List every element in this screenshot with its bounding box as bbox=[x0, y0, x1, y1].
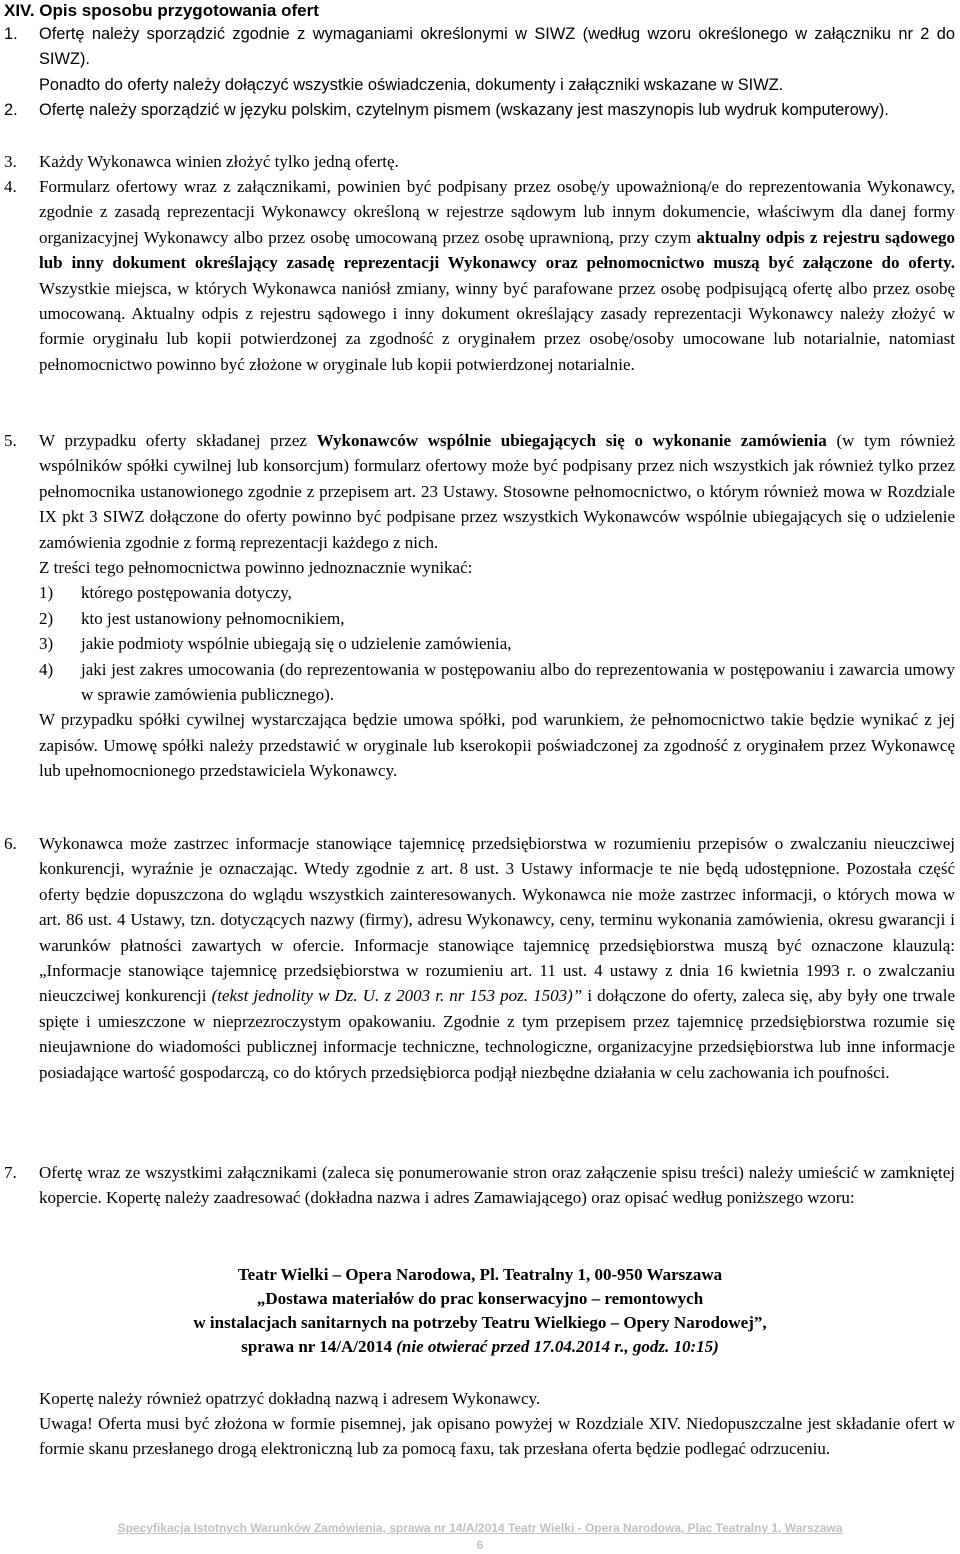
item-text: Wykonawca może zastrzec informacje stanowiące tajemnicę przedsiębiorstwa w rozumieniu przepisów o zwalczaniu nieuczciwej konkurencji, wyraźnie je oznaczając. Wtedy zgodnie z art. 8 ust. 3 Ustawy informacje te nie będą udostępnione. Pozostała część oferty będzie dopuszczona do wglądu wszystkich zainteresowanych. Wykonawca nie może zastrzec informacji, o których mowa w art. 86 ust. 4 Ustawy, tzn. dotyczących nazwy (firmy), adresu Wykonawcy, ceny, terminu wykonania zamówienia, okresu gwarancji i warunków płatności zawartych w ofercie. Informacje stanowiące tajemnicę przedsiębiorstwa muszą być oznaczone klauzulą: „Informacje stanowiące tajemnicę przedsiębiorstwa w rozumieniu art. 11 ust. 4 ustawy z dnia 16 kwietnia 1993 r. o zwalczaniu nieuczciwej konkurencji bbox=[39, 834, 955, 1006]
envelope-line: Teatr Wielki – Opera Narodowa, Pl. Teatralny 1, 00-950 Warszawa bbox=[237, 1265, 723, 1284]
item-text: Wszystkie miejsca, w których Wykonawca naniósł zmiany, winny być parafowane przez osobę podpisującą ofertę albo przez osobę umocowaną. Aktualny odpis z rejestru sądowego i inny dokument określający zasady reprezentacji Wykonawcy należy złożyć w formie oryginału lub kopii potwierdzonej za zgodność z oryginałem przez osobę/osoby umocowane lub notarialnie, natomiast pełnomocnictwo powinno być złożone w oryginale lub kopii potwierdzonej notarialnie. bbox=[39, 278, 955, 374]
item-text-bold: Wykonawców wspólnie ubiegających się o wykonanie zamówienia bbox=[316, 431, 827, 450]
item-4 bbox=[4, 174, 955, 377]
list-item: 1) którego postępowania dotyczy, bbox=[39, 583, 292, 603]
item-text: Formularz ofertowy wraz z załącznikami, powinien być podpisany przez osobę/y upoważnioną/e do reprezentowania Wykonawcy, zgodnie z zasadą reprezentacji Wykonawcy określoną w rejestrze sądowym lub innym dokumencie, właściwym dla danej formy organizacyjnej Wykonawcy albo przez osobę umocowaną przez osobę uprawnioną, przy czym bbox=[39, 177, 955, 247]
item-number: 1. bbox=[4, 25, 18, 43]
list-item: 2) kto jest ustanowiony pełnomocnikiem, bbox=[39, 608, 345, 628]
note-address: Kopertę należy również opatrzyć dokładną nazwą i adresem Wykonawcy. bbox=[39, 1389, 541, 1408]
item-number: 3. bbox=[4, 152, 17, 171]
item-text: Ofertę wraz ze wszystkimi załącznikami (zaleca się ponumerowanie stron oraz załączenie spisu treści) należy umieścić w zamkniętej kopercie. Kopertę należy zaadresować (dokładna nazwa i adres Zamawiającego) oraz opisać według poniższego wzoru: bbox=[39, 1163, 955, 1208]
item-text-italic: (tekst jednolity w Dz. U. z 2003 r. nr 153 poz. 1503)” bbox=[211, 986, 583, 1006]
item-2 bbox=[4, 98, 955, 123]
item-text-bold: aktualny odpis z rejestru sądowego lub inny dokument określający zasadę reprezentacji Wykonawcy oraz pełnomocnictwo muszą być załączone do oferty. bbox=[39, 227, 955, 273]
item-5 bbox=[4, 428, 955, 784]
sublist bbox=[39, 580, 955, 707]
note-warning: Uwaga! Oferta musi być złożona w formie pisemnej, jak opisano powyżej w Rozdziale XIV. Niedopuszczalne jest składanie ofert w formie skanu przesłanego drogą elektroniczną lub za pomocą faxu, tak przesłana oferta będzie podlegać odrzuceniu. bbox=[39, 1414, 955, 1459]
item-text: Ofertę należy sporządzić w języku polskim, czytelnym pismem (wskazany jest maszynopis lub wydruk komputerowy). bbox=[39, 101, 889, 119]
envelope-deadline: (nie otwierać przed 17.04.2014 r., godz. 10:15) bbox=[396, 1337, 719, 1356]
envelope-line: w instalacjach sanitarnych na potrzeby Teatru Wielkiego – Opery Narodowej”, bbox=[193, 1313, 767, 1332]
item-number: 5. bbox=[4, 431, 17, 450]
item-number: 2. bbox=[4, 101, 18, 119]
item-number: 6. bbox=[4, 834, 17, 853]
item-1 bbox=[4, 22, 955, 98]
item-text: Ofertę należy sporządzić zgodnie z wymaganiami określonymi w SIWZ (według wzoru określonego w załączniku nr 2 do SIWZ). bbox=[39, 25, 955, 69]
item-intro: Z treści tego pełnomocnictwa powinno jednoznacznie wynikać: bbox=[39, 558, 473, 578]
list-item: 3) jakie podmioty wspólnie ubiegają się o udzielenie zamówienia, bbox=[39, 634, 512, 654]
item-closing: W przypadku spółki cywilnej wystarczająca będzie umowa spółki, pod warunkiem, że pełnomocnictwo takie będzie wynikać z jej zapisów. Umowę spółki należy przedstawić w oryginale lub kserokopii poświadczonej za zgodność z oryginałem przez Wykonawcę lub upełnomocnionego przedstawiciela Wykonawcy. bbox=[39, 710, 955, 781]
section-heading: XIV. Opis sposobu przygotowania ofert bbox=[4, 1, 319, 20]
envelope-line: sprawa nr 14/A/2014 (nie otwierać przed 17.04.2014 r., godz. 10:15) bbox=[241, 1337, 719, 1356]
envelope-line: „Dostawa materiałów do prac konserwacyjno – remontowych bbox=[256, 1289, 704, 1308]
item-text: Każdy Wykonawca winien złożyć tylko jedną ofertę. bbox=[39, 152, 399, 171]
page-number: 6 bbox=[476, 1538, 484, 1552]
item-text: i dołączone do oferty, zaleca się, aby były one trwale spięte i umieszczone w nieprzezroczystym opakowaniu. Zgodnie z tym przepisem przez tajemnicę przedsiębiorstwa rozumie się nieujawnione do wiadomości publicznej informacje techniczne, technologiczne, organizacyjne przedsiębiorstwa lub inne informacje posiadające wartość gospodarczą, co do których przedsiębiorca podjął niezbędne działania w celu zachowania ich poufności. bbox=[39, 986, 955, 1082]
item-6 bbox=[4, 831, 955, 1085]
item-text: Ponadto do oferty należy dołączyć wszystkie oświadczenia, dokumenty i załączniki wskazane w SIWZ. bbox=[39, 75, 784, 94]
list-item: 4) jaki jest zakres umocowania (do reprezentowania w postępowaniu albo do reprezentowania w postępowaniu i zawarcia umowy w sprawie zamówienia publicznego). bbox=[39, 659, 955, 705]
item-number: 7. bbox=[4, 1163, 17, 1182]
page-footer: Specyfikacja Istotnych Warunków Zamówienia, sprawa nr 14/A/2014 Teatr Wielki - Opera Narodowa, Plac Teatralny 1, Warszawa bbox=[117, 1521, 843, 1535]
item-text: W przypadku oferty składanej przez bbox=[39, 431, 317, 450]
item-7 bbox=[4, 1160, 955, 1211]
item-3 bbox=[4, 149, 955, 174]
item-text: (w tym również wspólników spółki cywilnej lub konsorcjum) formularz ofertowy może być podpisany przez nich wszystkich jak również tylko przez pełnomocnika ustanowionego zgodnie z przepisem art. 23 Ustawy. Stosowne pełnomocnictwo, o którym również mowa w Rozdziale IX pkt 3 SIWZ dołączone do oferty powinno być podpisane przez wszystkich Wykonawców wspólnie ubiegających się o udzielenie zamówienia zgodnie z formą reprezentacji każdego z nich. bbox=[39, 431, 956, 552]
item-number: 4. bbox=[4, 177, 17, 196]
